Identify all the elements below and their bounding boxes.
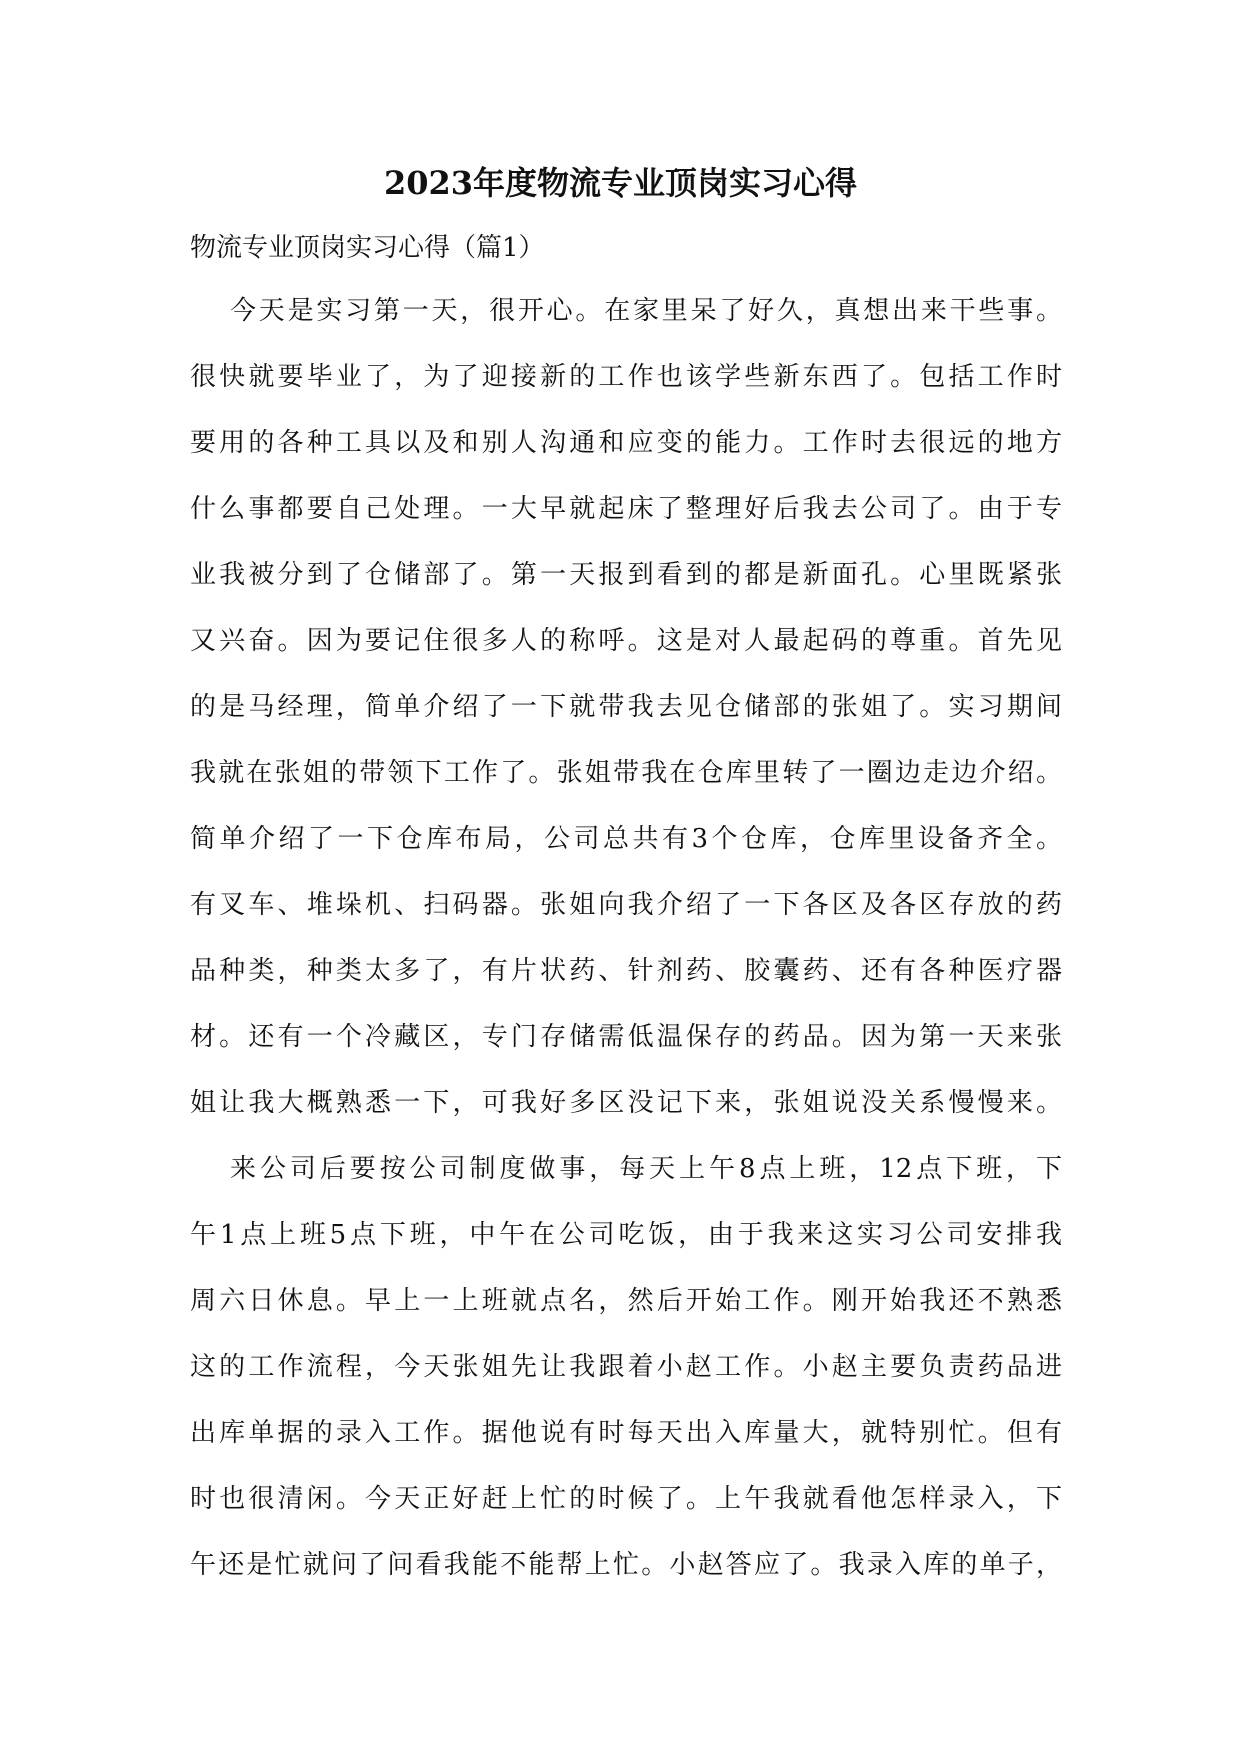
paragraph-line: 姐让我大概熟悉一下，可我好多区没记下来，张姐说没关系慢慢来。 [190, 1088, 1062, 1118]
section-heading: 物流专业顶岗实习心得（篇1） [190, 233, 545, 263]
paragraph-line: 来公司后要按公司制度做事，每天上午8点上班，12点下班，下 [230, 1154, 1062, 1184]
paragraph-1 [190, 278, 1062, 1136]
paragraph-line: 周六日休息。早上一上班就点名，然后开始工作。刚开始我还不熟悉 [190, 1286, 1062, 1316]
paragraph-line: 简单介绍了一下仓库布局，公司总共有3个仓库，仓库里设备齐全。 [190, 824, 1062, 854]
paragraph-line: 很快就要毕业了，为了迎接新的工作也该学些新东西了。包括工作时 [190, 362, 1062, 392]
paragraph-line: 要用的各种工具以及和别人沟通和应变的能力。工作时去很远的地方 [190, 428, 1062, 458]
paragraph-line: 有叉车、堆垛机、扫码器。张姐向我介绍了一下各区及各区存放的药 [190, 890, 1062, 920]
document-title: 2023年度物流专业顶岗实习心得 [383, 164, 858, 202]
paragraph-line: 品种类，种类太多了，有片状药、针剂药、胶囊药、还有各种医疗器 [190, 956, 1062, 986]
paragraph-line: 业我被分到了仓储部了。第一天报到看到的都是新面孔。心里既紧张 [190, 560, 1062, 590]
paragraph-line: 出库单据的录入工作。据他说有时每天出入库量大，就特别忙。但有 [190, 1418, 1062, 1448]
paragraph-line: 这的工作流程，今天张姐先让我跟着小赵工作。小赵主要负责药品进 [190, 1352, 1062, 1382]
paragraph-line: 今天是实习第一天，很开心。在家里呆了好久，真想出来干些事。 [230, 296, 1062, 326]
paragraph-2 [190, 1136, 1062, 1598]
paragraph-line: 午还是忙就问了问看我能不能帮上忙。小赵答应了。我录入库的单子， [190, 1550, 1062, 1580]
paragraph-line: 又兴奋。因为要记住很多人的称呼。这是对人最起码的尊重。首先见 [190, 626, 1062, 656]
paragraph-line: 我就在张姐的带领下工作了。张姐带我在仓库里转了一圈边走边介绍。 [190, 758, 1062, 788]
paragraph-line: 什么事都要自己处理。一大早就起床了整理好后我去公司了。由于专 [190, 494, 1062, 524]
paragraph-line: 时也很清闲。今天正好赶上忙的时候了。上午我就看他怎样录入，下 [190, 1484, 1062, 1514]
paragraph-line: 材。还有一个冷藏区，专门存储需低温保存的药品。因为第一天来张 [190, 1022, 1062, 1052]
paragraph-line: 午1点上班5点下班，中午在公司吃饭，由于我来这实习公司安排我 [190, 1220, 1062, 1250]
paragraph-line: 的是马经理，简单介绍了一下就带我去见仓储部的张姐了。实习期间 [190, 692, 1062, 722]
